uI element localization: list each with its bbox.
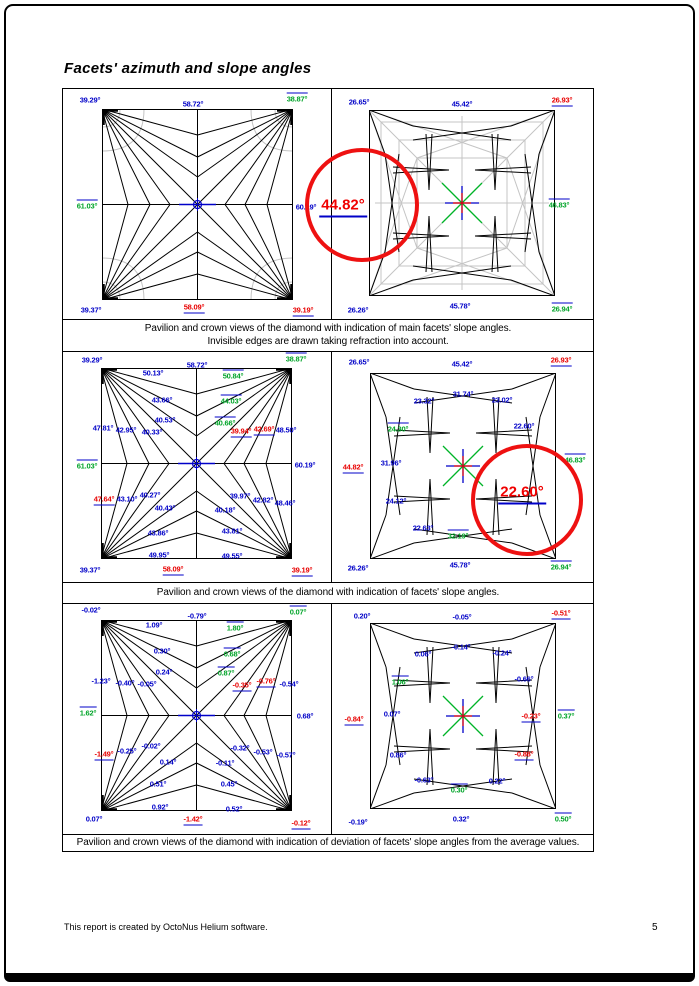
highlight-value-2: 22.60° [498,484,546,505]
panel-pavilion-main [62,88,332,320]
angle-label: 0.92° [151,802,169,812]
caption-row-1-line-2: Invisible edges are drawn taking refraction into account. [207,335,449,347]
angle-label: -0.24° [492,648,512,658]
angle-label: 24.12° [385,496,407,506]
angle-label: 39.97° [229,491,251,501]
pavilion-diagram-facets [101,368,292,559]
angle-label: 61.03° [76,201,98,211]
caption-row-1 [62,319,594,352]
angle-label: 50.13° [142,368,164,378]
angle-label: -0.05° [137,679,157,689]
angle-label: 1.62° [79,708,97,718]
angle-label: 0.45° [220,779,238,789]
angle-label: 23.02° [491,395,513,405]
angle-label: 45.78° [449,301,471,311]
angle-label: -0.76° [256,676,276,686]
angle-label: 0.22° [488,776,506,786]
angle-label: 0.20° [353,611,371,621]
angle-label: 45.78° [449,560,471,570]
angle-label: 26.93° [551,95,573,105]
caption-row-3 [62,834,594,852]
angle-label: 49.55° [221,551,243,561]
angle-label: 1.09° [145,620,163,630]
angle-label: -0.40° [115,678,135,688]
angle-label: -0.66° [514,674,534,684]
angle-label: 0.07° [289,607,307,617]
angle-label: -0.57° [276,750,296,760]
angle-label: 40.53° [154,415,176,425]
angle-label: 0.37° [557,711,575,721]
angle-label: 1.80° [226,623,244,633]
angle-label: 0.68° [223,649,241,659]
angle-label: -0.88° [514,749,534,759]
angle-label: 47.64° [93,494,115,504]
angle-label: 48.50° [275,425,297,435]
angle-label: 0.68° [296,711,314,721]
angle-label: 40.66° [214,418,236,428]
angle-label: 58.09° [162,564,184,574]
angle-label: 38.87° [285,354,307,364]
angle-label: 26.93° [550,355,572,365]
angle-label: 42.69° [253,424,275,434]
angle-label: 31.96° [380,458,402,468]
angle-label: 24.30° [387,424,409,434]
angle-label: 40.43° [154,503,176,513]
angle-label: -0.53° [253,747,273,757]
angle-label: -0.79° [187,611,207,621]
angle-label: 26.94° [551,304,573,314]
pavilion-diagram-deviation [101,620,292,811]
caption-row-1-line-1: Pavilion and crown views of the diamond with indication of main facets' slope angles. [144,323,512,334]
angle-label: 0.30° [450,785,468,795]
angle-label: 0.87° [217,668,235,678]
diagram-table [62,88,594,854]
angle-label: 46.83° [548,200,570,210]
pavilion-diagram-main [102,109,293,300]
angle-label: -0.32° [230,743,250,753]
angle-label: 0.30° [153,646,171,656]
angle-label: -1.23° [91,676,111,686]
angle-label: 49.95° [148,550,170,560]
angle-label: 32.19° [447,531,469,541]
angle-label: 26.26° [347,305,369,315]
angle-label: 45.42° [451,99,473,109]
angle-label: -0.51° [551,608,571,618]
angle-label: -0.02° [141,741,161,751]
angle-label: 44.82° [342,462,364,472]
angle-label: 31.74° [452,389,474,399]
angle-label: 44.03° [220,396,242,406]
angle-label: 0.07° [85,814,103,824]
angle-label: 38.87° [286,94,308,104]
angle-label: 0.24° [155,667,173,677]
angle-label: -0.84° [344,714,364,724]
angle-label: 43.10° [116,494,138,504]
angle-label: 42.82° [252,495,274,505]
caption-row-3-line-1: Pavilion and crown views of the diamond with indication of deviation of facets' slope angles from the average values. [76,836,580,848]
angle-label: -0.35° [232,680,252,690]
angle-label: 47.81° [92,423,114,433]
angle-label: -1.42° [183,814,203,824]
angle-label: 26.65° [348,357,370,367]
angle-label: 0.86° [389,750,407,760]
angle-label: -0.19° [348,817,368,827]
angle-label: 0.51° [149,779,167,789]
angle-label: 1.06° [391,677,409,687]
angle-label: 22.60° [513,421,535,431]
angle-label: 60.19° [294,460,316,470]
angle-label: 39.29° [81,355,103,365]
angle-label: 42.95° [115,425,137,435]
angle-label: 0.50° [554,814,572,824]
panel-pavilion-facets [62,351,332,583]
angle-label: 26.94° [550,562,572,572]
angle-label: 39.19° [291,565,313,575]
angle-label: 48.46° [274,498,296,508]
angle-label: -0.05° [452,612,472,622]
angle-label: 50.84° [222,371,244,381]
angle-label: 26.26° [347,563,369,573]
angle-label: 43.86° [147,528,169,538]
angle-label: 46.83° [564,455,586,465]
angle-label: -0.02° [81,605,101,615]
angle-label: -0.14° [451,642,471,652]
angle-label: -0.54° [279,679,299,689]
panel-pavilion-deviation [62,603,332,835]
angle-label: 0.52° [225,804,243,814]
caption-row-2-line-1: Pavilion and crown views of the diamond with indication of facets' slope angles. [156,586,500,598]
angle-label: -0.23° [521,711,541,721]
angle-label: 61.03° [76,461,98,471]
page-number: 5 [652,922,658,933]
highlight-value-1: 44.82° [319,197,367,218]
angle-label: -1.49° [94,749,114,759]
angle-label: 43.66° [151,395,173,405]
angle-label: 43.81° [221,526,243,536]
angle-label: 39.37° [80,305,102,315]
angle-label: -0.25° [117,746,137,756]
angle-label: 0.14° [159,757,177,767]
angle-label: 0.06° [414,649,432,659]
caption-row-2 [62,582,594,604]
angle-label: -0.63° [414,775,434,785]
angle-label: 40.27° [139,490,161,500]
angle-label: -0.11° [215,758,235,768]
angle-label: 39.19° [292,305,314,315]
footer-text: This report is created by OctoNus Helium software. [64,922,268,932]
angle-label: 39.94° [230,426,252,436]
angle-label: 0.07° [383,709,401,719]
angle-label: 40.18° [214,505,236,515]
panel-crown-deviation [331,603,594,835]
angle-label: -0.12° [291,818,311,828]
angle-label: 45.42° [451,359,473,369]
angle-label: 0.32° [452,814,470,824]
angle-label: 39.29° [79,95,101,105]
angle-label: 22.63° [412,523,434,533]
angle-label: 40.33° [141,427,163,437]
angle-label: 58.09° [183,302,205,312]
angle-label: 58.72° [182,99,204,109]
angle-label: 26.65° [348,97,370,107]
angle-label: 58.72° [186,360,208,370]
page-title: Facets' azimuth and slope angles [64,60,312,77]
angle-label: 23.32° [413,396,435,406]
angle-label: 60.19° [295,202,317,212]
angle-label: 39.37° [79,565,101,575]
